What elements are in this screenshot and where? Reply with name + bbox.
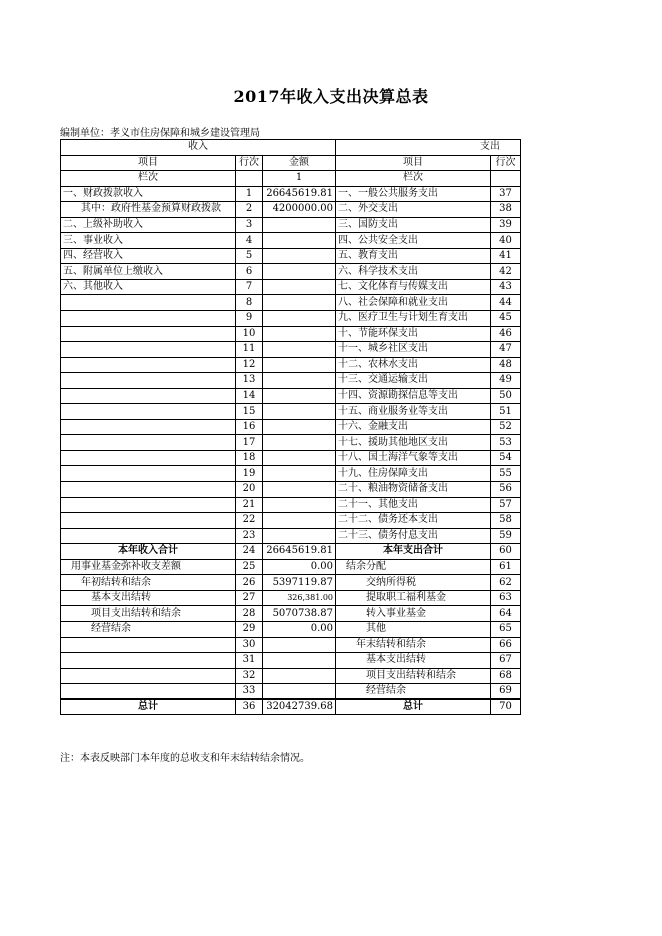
income-line-no: 11 <box>236 342 263 358</box>
income-line-no: 9 <box>236 311 263 327</box>
income-amount <box>263 388 336 404</box>
table-row <box>61 559 521 575</box>
table-row <box>61 466 521 482</box>
income-item: 年初结转和结余 <box>61 575 236 591</box>
income-line-no: 1 <box>236 186 263 202</box>
income-col-label: 栏次 <box>61 171 236 187</box>
expense-line-no: 66 <box>491 637 521 653</box>
column-index-row <box>61 171 521 187</box>
income-line-header: 行次 <box>236 155 263 171</box>
table-row <box>61 590 521 606</box>
income-item: 本年收入合计 <box>61 544 236 560</box>
expense-item: 二十、粮油物资储备支出 <box>336 482 491 498</box>
expense-header: 支出 <box>336 140 521 156</box>
income-line-no: 12 <box>236 357 263 373</box>
expense-line-no: 60 <box>491 544 521 560</box>
income-amount: 4200000.00 <box>263 202 336 218</box>
income-item <box>61 295 236 311</box>
expense-item: 五、教育支出 <box>336 248 491 264</box>
expense-line-no: 53 <box>491 435 521 451</box>
expense-item: 总计 <box>336 699 491 715</box>
expense-item: 基本支出结转 <box>336 653 491 669</box>
table-row <box>61 513 521 529</box>
income-line-no: 6 <box>236 264 263 280</box>
income-item <box>61 653 236 669</box>
table-row <box>61 544 521 560</box>
income-amount: 26645619.81 <box>263 544 336 560</box>
income-line-no: 32 <box>236 668 263 684</box>
income-amount <box>263 295 336 311</box>
expense-line-header: 行次 <box>491 155 521 171</box>
income-item <box>61 497 236 513</box>
table-row <box>61 264 521 280</box>
income-item <box>61 357 236 373</box>
income-amount: 326,381.00 <box>263 590 336 606</box>
summary-table <box>60 139 521 715</box>
income-item <box>61 513 236 529</box>
expense-line-no: 62 <box>491 575 521 591</box>
income-item: 其中：政府性基金预算财政拨款 <box>61 202 236 218</box>
income-amount <box>263 373 336 389</box>
table-row <box>61 419 521 435</box>
org-label: 编制单位：孝义市住房保障和城乡建设管理局 <box>60 128 260 139</box>
expense-line-no: 67 <box>491 653 521 669</box>
expense-line-no: 40 <box>491 233 521 249</box>
income-amount <box>263 264 336 280</box>
income-amount: 5070738.87 <box>263 606 336 622</box>
income-item: 二、上级补助收入 <box>61 217 236 233</box>
income-item <box>61 373 236 389</box>
income-amount: 26645619.81 <box>263 186 336 202</box>
expense-line-no: 68 <box>491 668 521 684</box>
expense-item: 九、医疗卫生与计划生育支出 <box>336 311 491 327</box>
expense-item: 交纳所得税 <box>336 575 491 591</box>
income-amount <box>263 653 336 669</box>
table-row <box>61 621 521 637</box>
expense-line-no: 48 <box>491 357 521 373</box>
expense-line-no: 63 <box>491 590 521 606</box>
income-line-no: 5 <box>236 248 263 264</box>
income-item <box>61 466 236 482</box>
income-line-no: 30 <box>236 637 263 653</box>
income-line-no: 22 <box>236 513 263 529</box>
expense-line-no: 50 <box>491 388 521 404</box>
expense-line-no: 49 <box>491 373 521 389</box>
income-line-no: 20 <box>236 482 263 498</box>
income-amount <box>263 311 336 327</box>
table-row <box>61 637 521 653</box>
expense-item: 十一、城乡社区支出 <box>336 342 491 358</box>
table-row <box>61 217 521 233</box>
income-item <box>61 684 236 700</box>
expense-line-no: 55 <box>491 466 521 482</box>
expense-col-label: 栏次 <box>336 171 491 187</box>
income-item: 一、财政拨款收入 <box>61 186 236 202</box>
income-amount <box>263 482 336 498</box>
expense-line-no: 57 <box>491 497 521 513</box>
income-amount <box>263 637 336 653</box>
expense-line-no: 56 <box>491 482 521 498</box>
expense-line-no: 51 <box>491 404 521 420</box>
income-item-header: 项目 <box>61 155 236 171</box>
section-header-row <box>61 140 521 156</box>
report-title: 2017年收入支出决算总表 <box>233 87 429 106</box>
expense-item: 经营结余 <box>336 684 491 700</box>
table-row <box>61 435 521 451</box>
expense-item: 十七、援助其他地区支出 <box>336 435 491 451</box>
expense-item: 年末结转和结余 <box>336 637 491 653</box>
income-amount <box>263 326 336 342</box>
income-amount <box>263 404 336 420</box>
income-col-blank <box>236 171 263 187</box>
expense-item: 一、一般公共服务支出 <box>336 186 491 202</box>
expense-line-no: 41 <box>491 248 521 264</box>
income-item: 六、其他收入 <box>61 279 236 295</box>
income-item: 五、附属单位上缴收入 <box>61 264 236 280</box>
expense-col-blank <box>491 171 521 187</box>
table-row <box>61 248 521 264</box>
table-row <box>61 357 521 373</box>
income-amount: 0.00 <box>263 559 336 575</box>
income-line-no: 19 <box>236 466 263 482</box>
income-line-no: 7 <box>236 279 263 295</box>
income-amount <box>263 233 336 249</box>
expense-item: 十三、交通运输支出 <box>336 373 491 389</box>
income-line-no: 17 <box>236 435 263 451</box>
income-line-no: 26 <box>236 575 263 591</box>
expense-item: 四、公共安全支出 <box>336 233 491 249</box>
table-row <box>61 326 521 342</box>
table-row <box>61 482 521 498</box>
expense-line-no: 70 <box>491 699 521 715</box>
income-item <box>61 435 236 451</box>
income-item <box>61 388 236 404</box>
income-amount: 32042739.68 <box>263 699 336 715</box>
income-amount <box>263 217 336 233</box>
expense-item: 七、文化体育与传媒支出 <box>336 279 491 295</box>
expense-item: 项目支出结转和结余 <box>336 668 491 684</box>
income-line-no: 23 <box>236 528 263 544</box>
income-amount <box>263 513 336 529</box>
income-line-no: 24 <box>236 544 263 560</box>
income-item: 四、经营收入 <box>61 248 236 264</box>
income-item: 基本支出结转 <box>61 590 236 606</box>
expense-item: 十、节能环保支出 <box>336 326 491 342</box>
table-row <box>61 233 521 249</box>
expense-item: 十九、住房保障支出 <box>336 466 491 482</box>
income-amount <box>263 497 336 513</box>
income-line-no: 33 <box>236 684 263 700</box>
expense-line-no: 45 <box>491 311 521 327</box>
income-amount: 0.00 <box>263 621 336 637</box>
income-item: 总计 <box>61 699 236 715</box>
income-amount <box>263 528 336 544</box>
income-item: 用事业基金弥补收支差额 <box>61 559 236 575</box>
amount-col-index: 1 <box>263 171 336 187</box>
income-item <box>61 450 236 466</box>
table-row <box>61 450 521 466</box>
expense-item: 本年支出合计 <box>336 544 491 560</box>
income-line-no: 13 <box>236 373 263 389</box>
table-row <box>61 653 521 669</box>
expense-item: 八、社会保障和就业支出 <box>336 295 491 311</box>
income-amount: 5397119.87 <box>263 575 336 591</box>
expense-line-no: 44 <box>491 295 521 311</box>
table-row <box>61 699 521 715</box>
amount-header: 金额 <box>263 155 336 171</box>
income-item: 三、事业收入 <box>61 233 236 249</box>
table-row <box>61 186 521 202</box>
income-header: 收入 <box>61 140 336 156</box>
expense-item: 三、国防支出 <box>336 217 491 233</box>
income-amount <box>263 684 336 700</box>
expense-item: 十八、国土海洋气象等支出 <box>336 450 491 466</box>
expense-item: 转入事业基金 <box>336 606 491 622</box>
expense-line-no: 58 <box>491 513 521 529</box>
income-line-no: 21 <box>236 497 263 513</box>
table-row <box>61 575 521 591</box>
income-amount <box>263 248 336 264</box>
expense-line-no: 38 <box>491 202 521 218</box>
table-row <box>61 497 521 513</box>
income-line-no: 3 <box>236 217 263 233</box>
expense-line-no: 39 <box>491 217 521 233</box>
table-row <box>61 295 521 311</box>
income-amount <box>263 357 336 373</box>
expense-line-no: 46 <box>491 326 521 342</box>
expense-item: 二、外交支出 <box>336 202 491 218</box>
expense-line-no: 42 <box>491 264 521 280</box>
income-line-no: 15 <box>236 404 263 420</box>
expense-item: 结余分配 <box>336 559 491 575</box>
table-row <box>61 528 521 544</box>
expense-item: 二十二、债务还本支出 <box>336 513 491 529</box>
table-row <box>61 373 521 389</box>
income-amount <box>263 466 336 482</box>
income-line-no: 28 <box>236 606 263 622</box>
footnote: 注：本表反映部门本年度的总收支和年末结转结余情况。 <box>60 753 310 764</box>
income-line-no: 18 <box>236 450 263 466</box>
column-header-row <box>61 155 521 171</box>
income-line-no: 10 <box>236 326 263 342</box>
table-row <box>61 311 521 327</box>
income-item <box>61 404 236 420</box>
income-item: 经营结余 <box>61 621 236 637</box>
income-amount <box>263 279 336 295</box>
expense-item: 十四、资源勘探信息等支出 <box>336 388 491 404</box>
income-line-no: 14 <box>236 388 263 404</box>
income-item <box>61 419 236 435</box>
expense-line-no: 64 <box>491 606 521 622</box>
income-line-no: 4 <box>236 233 263 249</box>
income-line-no: 25 <box>236 559 263 575</box>
expense-line-no: 59 <box>491 528 521 544</box>
table-row <box>61 404 521 420</box>
income-amount <box>263 668 336 684</box>
expense-item-header: 项目 <box>336 155 491 171</box>
expense-item: 十六、金融支出 <box>336 419 491 435</box>
expense-item: 十二、农林水支出 <box>336 357 491 373</box>
income-item <box>61 311 236 327</box>
expense-line-no: 43 <box>491 279 521 295</box>
expense-line-no: 52 <box>491 419 521 435</box>
income-item <box>61 482 236 498</box>
expense-item: 其他 <box>336 621 491 637</box>
income-line-no: 31 <box>236 653 263 669</box>
table-row <box>61 202 521 218</box>
table-row <box>61 684 521 700</box>
income-amount <box>263 342 336 358</box>
expense-line-no: 65 <box>491 621 521 637</box>
table-row <box>61 279 521 295</box>
expense-item: 提取职工福利基金 <box>336 590 491 606</box>
table-row <box>61 342 521 358</box>
expense-item: 二十三、债务付息支出 <box>336 528 491 544</box>
expense-item: 二十一、其他支出 <box>336 497 491 513</box>
income-item <box>61 342 236 358</box>
income-item <box>61 528 236 544</box>
expense-item: 十五、商业服务业等支出 <box>336 404 491 420</box>
income-line-no: 29 <box>236 621 263 637</box>
expense-line-no: 54 <box>491 450 521 466</box>
income-line-no: 16 <box>236 419 263 435</box>
income-amount <box>263 450 336 466</box>
table-row <box>61 388 521 404</box>
income-line-no: 27 <box>236 590 263 606</box>
expense-line-no: 69 <box>491 684 521 700</box>
expense-item: 六、科学技术支出 <box>336 264 491 280</box>
expense-line-no: 61 <box>491 559 521 575</box>
expense-line-no: 37 <box>491 186 521 202</box>
income-item <box>61 326 236 342</box>
table-row <box>61 606 521 622</box>
income-item: 项目支出结转和结余 <box>61 606 236 622</box>
income-line-no: 2 <box>236 202 263 218</box>
income-amount <box>263 419 336 435</box>
income-amount <box>263 435 336 451</box>
income-line-no: 36 <box>236 699 263 715</box>
income-item <box>61 637 236 653</box>
table-row <box>61 668 521 684</box>
expense-line-no: 47 <box>491 342 521 358</box>
income-item <box>61 668 236 684</box>
income-line-no: 8 <box>236 295 263 311</box>
